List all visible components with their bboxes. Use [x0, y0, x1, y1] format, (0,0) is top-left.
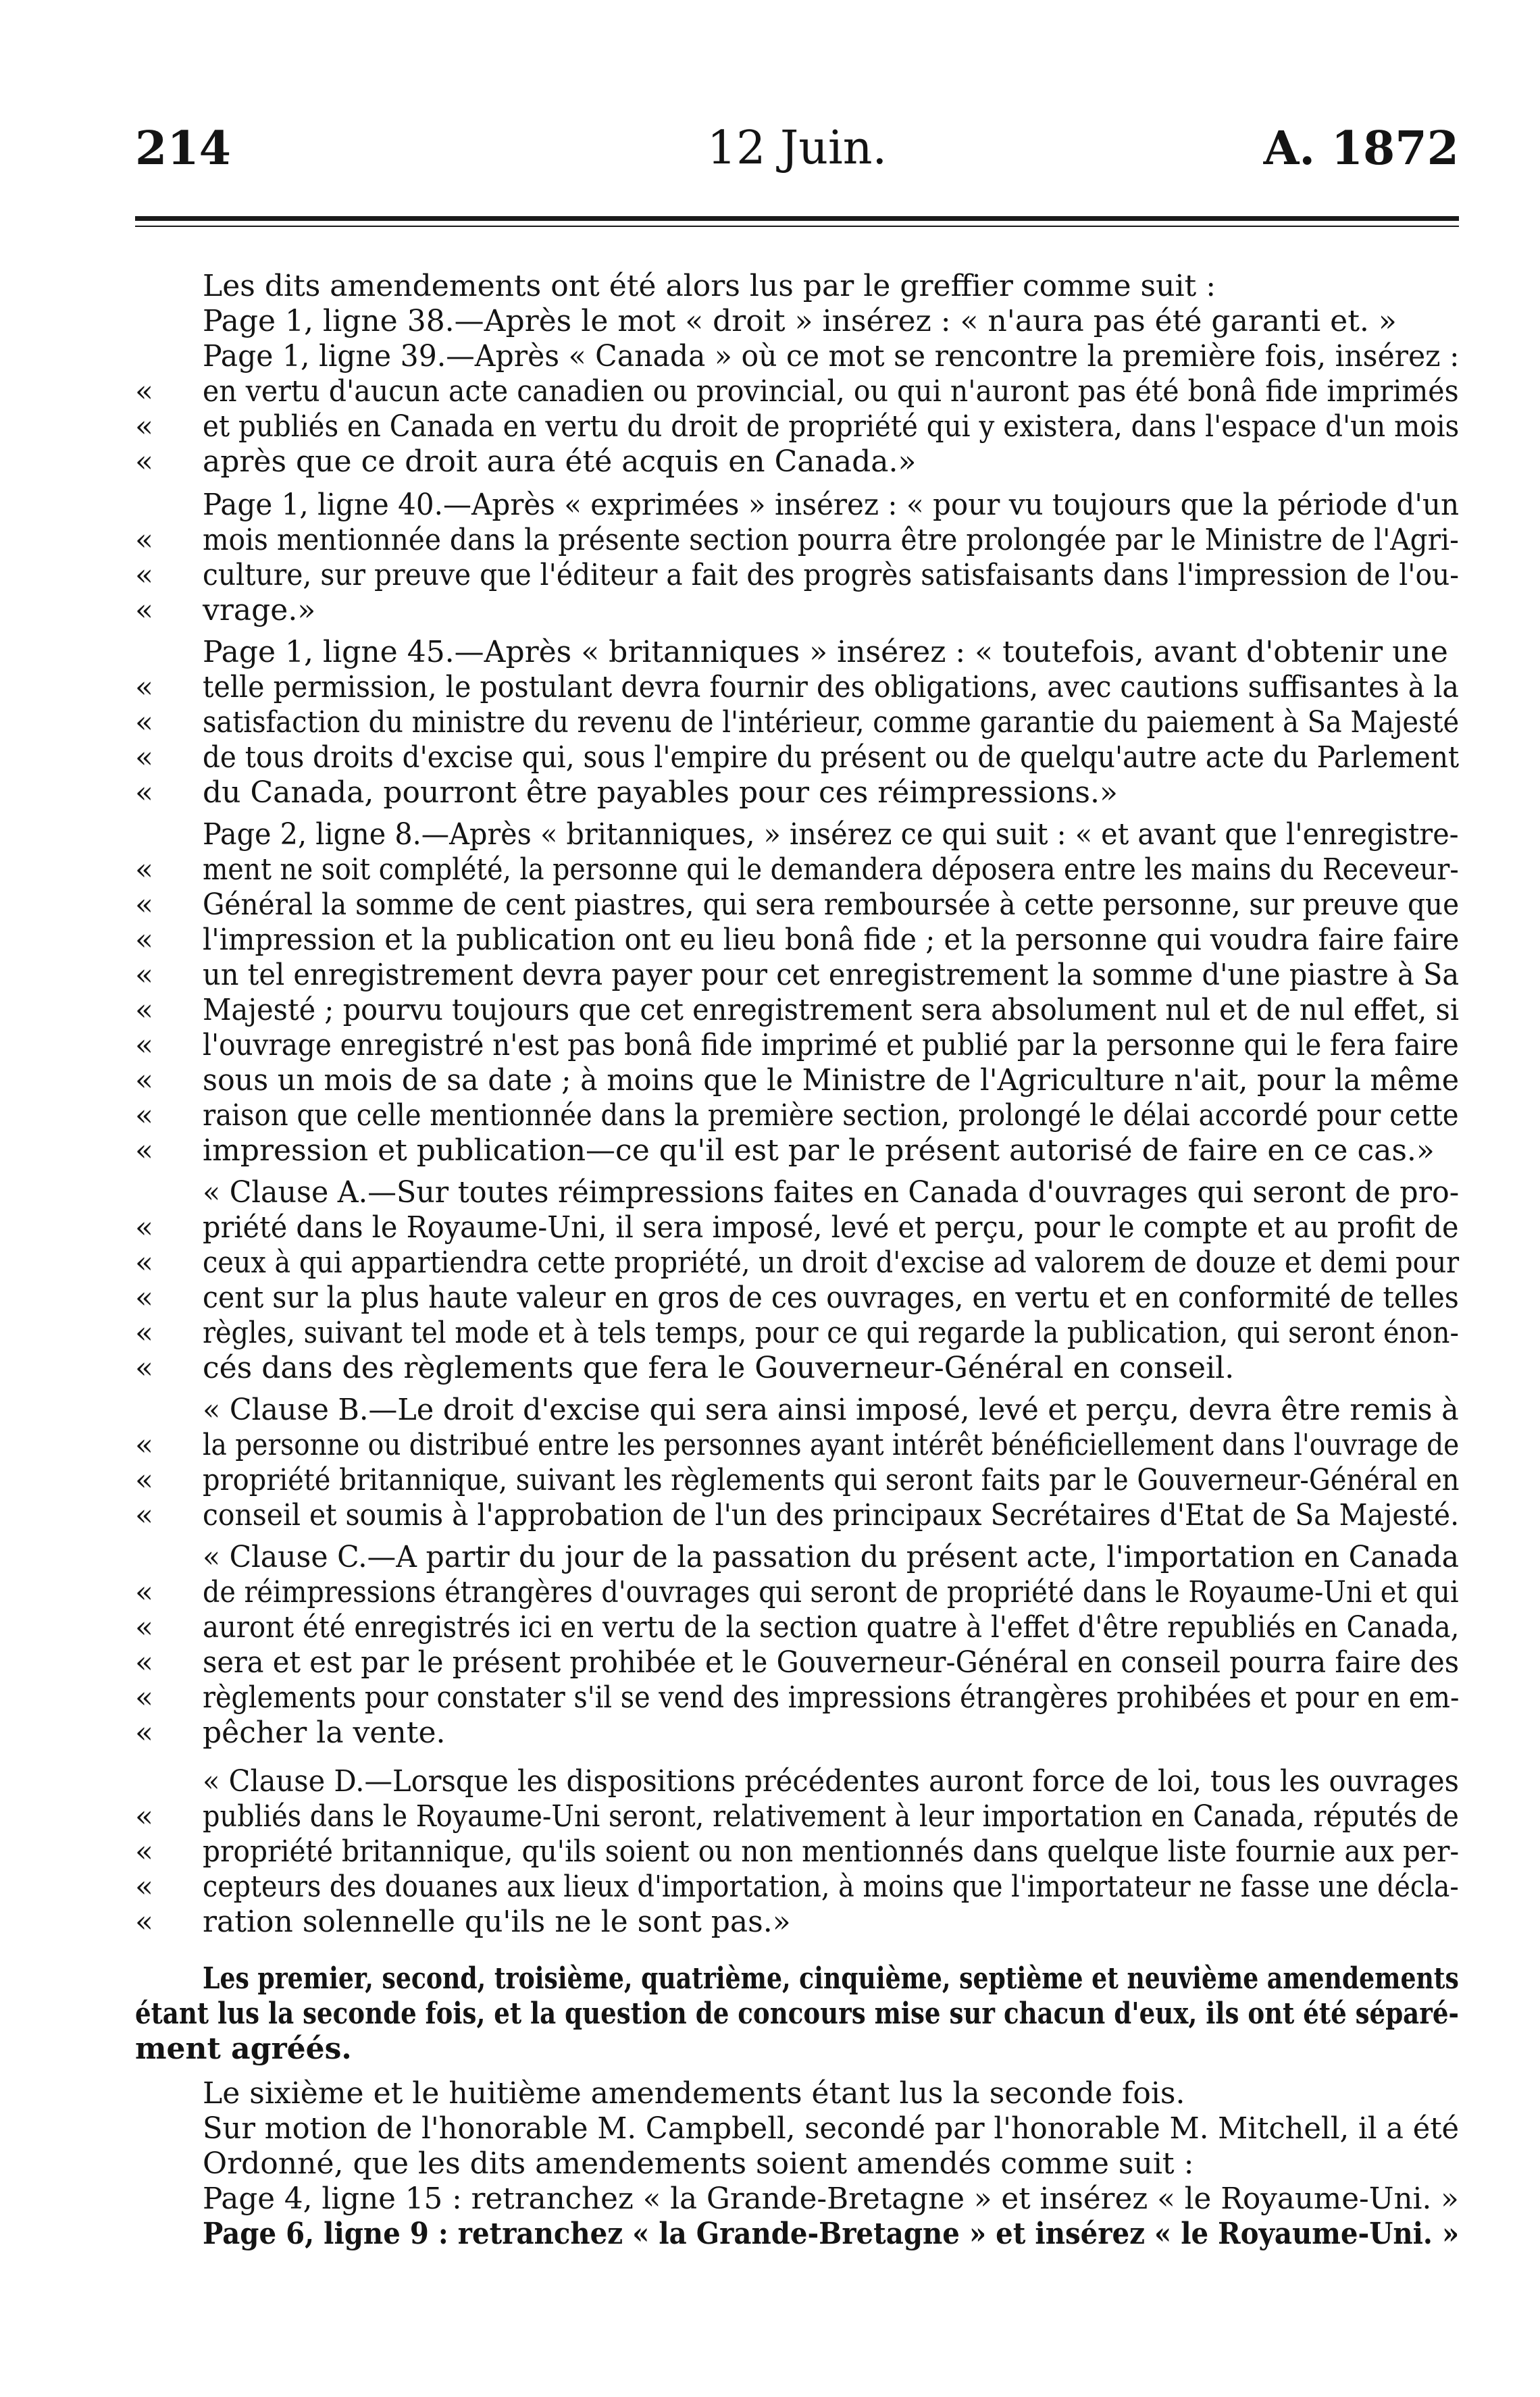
header-year: A. 1872 [1263, 122, 1459, 176]
text-line: sera et est par le présent prohibée et le Gouverneur-Général en conseil pourra faire des [203, 1645, 1460, 1680]
quote-mark: « [135, 740, 153, 775]
quote-mark: « [135, 1028, 153, 1062]
running-head [135, 122, 1459, 182]
text-line: règles, suivant tel mode et à tels temps, pour ce qui regarde la publication, qui seront énon- [203, 1316, 1459, 1350]
text-line: Ordonné, que les dits amendements soient amendés comme suit : [203, 2146, 1194, 2181]
text-line: Page 1, ligne 45.—Après « britanniques » insérez : « toutefois, avant d'obtenir une [203, 635, 1448, 669]
text-line: la personne ou distribué entre les personnes ayant intérêt bénéficiellement dans l'ouvrage de [203, 1428, 1460, 1462]
text-line: ration solennelle qu'ils ne le sont pas.» [203, 1905, 791, 1939]
text-line: « Clause C.—A partir du jour de la passation du présent acte, l'importation en Canada [203, 1540, 1459, 1574]
text-line: raison que celle mentionnée dans la première section, prolongé le délai accordé pour cette [203, 1098, 1459, 1133]
text-line: « Clause D.—Lorsque les dispositions précédentes auront force de loi, tous les ouvrages [203, 1764, 1459, 1799]
text-line: satisfaction du ministre du revenu de l'intérieur, comme garantie du paiement à Sa Majesté [203, 705, 1460, 740]
quote-mark: « [135, 444, 153, 479]
text-line: Les premier, second, troisième, quatrième, cinquième, septième et neuvième amendements [203, 1961, 1459, 1996]
text-line: l'impression et la publication ont eu lieu bonâ fide ; et la personne qui voudra faire faire [203, 923, 1460, 957]
text-line: après que ce droit aura été acquis en Canada.» [203, 444, 917, 479]
quote-mark: « [135, 1351, 153, 1385]
text-line: telle permission, le postulant devra fournir des obligations, avec cautions suffisantes à la [203, 670, 1459, 704]
quote-mark: « [135, 1870, 153, 1904]
header-rule-thick [135, 216, 1459, 221]
text-line: culture, sur preuve que l'éditeur a fait des progrès satisfaisants dans l'impression de l'ou- [203, 558, 1460, 592]
quote-mark: « [135, 1905, 153, 1939]
text-line: Page 2, ligne 8.—Après « britanniques, » insérez ce qui suit : « et avant que l'enregistre- [203, 817, 1459, 852]
text-line: du Canada, pourront être payables pour ces réimpressions.» [203, 775, 1118, 810]
header-date: 12 Juin. [707, 122, 888, 175]
text-line: vrage.» [203, 593, 316, 627]
text-line: l'ouvrage enregistré n'est pas bonâ fide imprimé et publié par la personne qui le fera faire [203, 1028, 1459, 1062]
quote-mark: « [135, 923, 153, 957]
text-line: Le sixième et le huitième amendements étant lus la seconde fois. [203, 2076, 1185, 2111]
text-line: règlements pour constater s'il se vend des impressions étrangères prohibées et pour en em- [203, 1680, 1460, 1715]
quote-mark: « [135, 1645, 153, 1680]
text-line: sous un mois de sa date ; à moins que le Ministre de l'Agriculture n'ait, pour la même [203, 1063, 1460, 1098]
text-line: ceux à qui appartiendra cette propriété, un droit d'excise ad valorem de douze et demi pour [203, 1245, 1460, 1280]
quote-mark: « [135, 993, 153, 1027]
quote-mark: « [135, 1210, 153, 1245]
quote-mark: « [135, 1799, 153, 1834]
quote-mark: « [135, 1834, 153, 1869]
text-line: impression et publication—ce qu'il est par le présent autorisé de faire en ce cas.» [203, 1133, 1435, 1168]
quote-mark: « [135, 1245, 153, 1280]
text-line: Page 6, ligne 9 : retranchez « la Grande-Bretagne » et insérez « le Royaume-Uni. » [203, 2217, 1460, 2251]
quote-mark: « [135, 1463, 153, 1497]
quote-mark: « [135, 670, 153, 704]
quote-mark: « [135, 1063, 153, 1098]
text-line: Page 1, ligne 40.—Après « exprimées » insérez : « pour vu toujours que la période d'un [203, 488, 1460, 522]
quote-mark: « [135, 1716, 153, 1750]
quote-mark: « [135, 1316, 153, 1350]
quote-mark: « [135, 1680, 153, 1715]
text-line: priété dans le Royaume-Uni, il sera imposé, levé et perçu, pour le compte et au profit de [203, 1210, 1459, 1245]
text-line: ment agréés. [135, 2032, 352, 2066]
text-line: en vertu d'aucun acte canadien ou provincial, ou qui n'auront pas été bonâ fide imprimés [203, 374, 1459, 409]
quote-mark: « [135, 958, 153, 992]
text-line: propriété britannique, suivant les règlements qui seront faits par le Gouverneur-Général en [203, 1463, 1460, 1497]
text-line: étant lus la seconde fois, et la question de concours mise sur chacun d'eux, ils ont été séparé- [135, 1996, 1459, 2031]
quote-mark: « [135, 1428, 153, 1462]
quote-mark: « [135, 1610, 153, 1645]
text-line: Majesté ; pourvu toujours que cet enregistrement sera absolument nul et de nul effet, si [203, 993, 1460, 1027]
quote-mark: « [135, 1281, 153, 1315]
quote-mark: « [135, 409, 153, 444]
text-line: auront été enregistrés ici en vertu de la section quatre à l'effet d'être republiés en Canada, [203, 1610, 1460, 1645]
text-line: Page 1, ligne 38.—Après le mot « droit » insérez : « n'aura pas été garanti et. » [203, 304, 1397, 338]
text-line: mois mentionnée dans la présente section pourra être prolongée par le Ministre de l'Agri- [203, 523, 1459, 557]
text-line: cent sur la plus haute valeur en gros de ces ouvrages, en vertu et en conformité de telles [203, 1281, 1459, 1315]
text-line: cepteurs des douanes aux lieux d'importation, à moins que l'importateur ne fasse une décla- [203, 1870, 1459, 1904]
text-line: un tel enregistrement devra payer pour cet enregistrement la somme d'une piastre à Sa [203, 958, 1460, 992]
quote-mark: « [135, 558, 153, 592]
quote-mark: « [135, 705, 153, 740]
text-line: pêcher la vente. [203, 1716, 446, 1750]
quote-mark: « [135, 1575, 153, 1609]
text-line: conseil et soumis à l'approbation de l'un des principaux Secrétaires d'Etat de Sa Majesté. [203, 1498, 1460, 1532]
text-line: et publiés en Canada en vertu du droit de propriété qui y existera, dans l'espace d'un mois [203, 409, 1460, 444]
text-line: de tous droits d'excise qui, sous l'empire du présent ou de quelqu'autre acte du Parlement [203, 740, 1460, 775]
quote-mark: « [135, 852, 153, 887]
header-rule-thin [135, 226, 1459, 227]
text-line: propriété britannique, qu'ils soient ou non mentionnés dans quelque liste fournie aux per- [203, 1834, 1460, 1869]
quote-mark: « [135, 887, 153, 922]
quote-mark: « [135, 1498, 153, 1532]
text-line: « Clause B.—Le droit d'excise qui sera ainsi imposé, levé et perçu, devra être remis à [203, 1393, 1459, 1427]
quote-mark: « [135, 1098, 153, 1133]
text-line: publiés dans le Royaume-Uni seront, relativement à leur importation en Canada, réputés de [203, 1799, 1459, 1834]
text-line: Page 1, ligne 39.—Après « Canada » où ce mot se rencontre la première fois, insérez : [203, 339, 1460, 373]
text-line: Les dits amendements ont été alors lus par le greffier comme suit : [203, 269, 1216, 303]
quote-mark: « [135, 1133, 153, 1168]
text-line: ment ne soit complété, la personne qui le demandera déposera entre les mains du Receveur- [203, 852, 1459, 887]
page-number: 214 [135, 122, 231, 176]
text-line: Page 4, ligne 15 : retranchez « la Grande-Bretagne » et insérez « le Royaume-Uni. » [203, 2182, 1459, 2216]
quote-mark: « [135, 593, 153, 627]
quote-mark: « [135, 523, 153, 557]
text-line: « Clause A.—Sur toutes réimpressions faites en Canada d'ouvrages qui seront de pro- [203, 1175, 1460, 1210]
quote-mark: « [135, 374, 153, 409]
text-line: Général la somme de cent piastres, qui sera remboursée à cette personne, sur preuve que [203, 887, 1460, 922]
quote-mark: « [135, 775, 153, 810]
text-line: de réimpressions étrangères d'ouvrages qui seront de propriété dans le Royaume-Uni et qui [203, 1575, 1459, 1609]
text-line: Sur motion de l'honorable M. Campbell, secondé par l'honorable M. Mitchell, il a été [203, 2111, 1460, 2146]
text-line: cés dans des règlements que fera le Gouverneur-Général en conseil. [203, 1351, 1235, 1385]
